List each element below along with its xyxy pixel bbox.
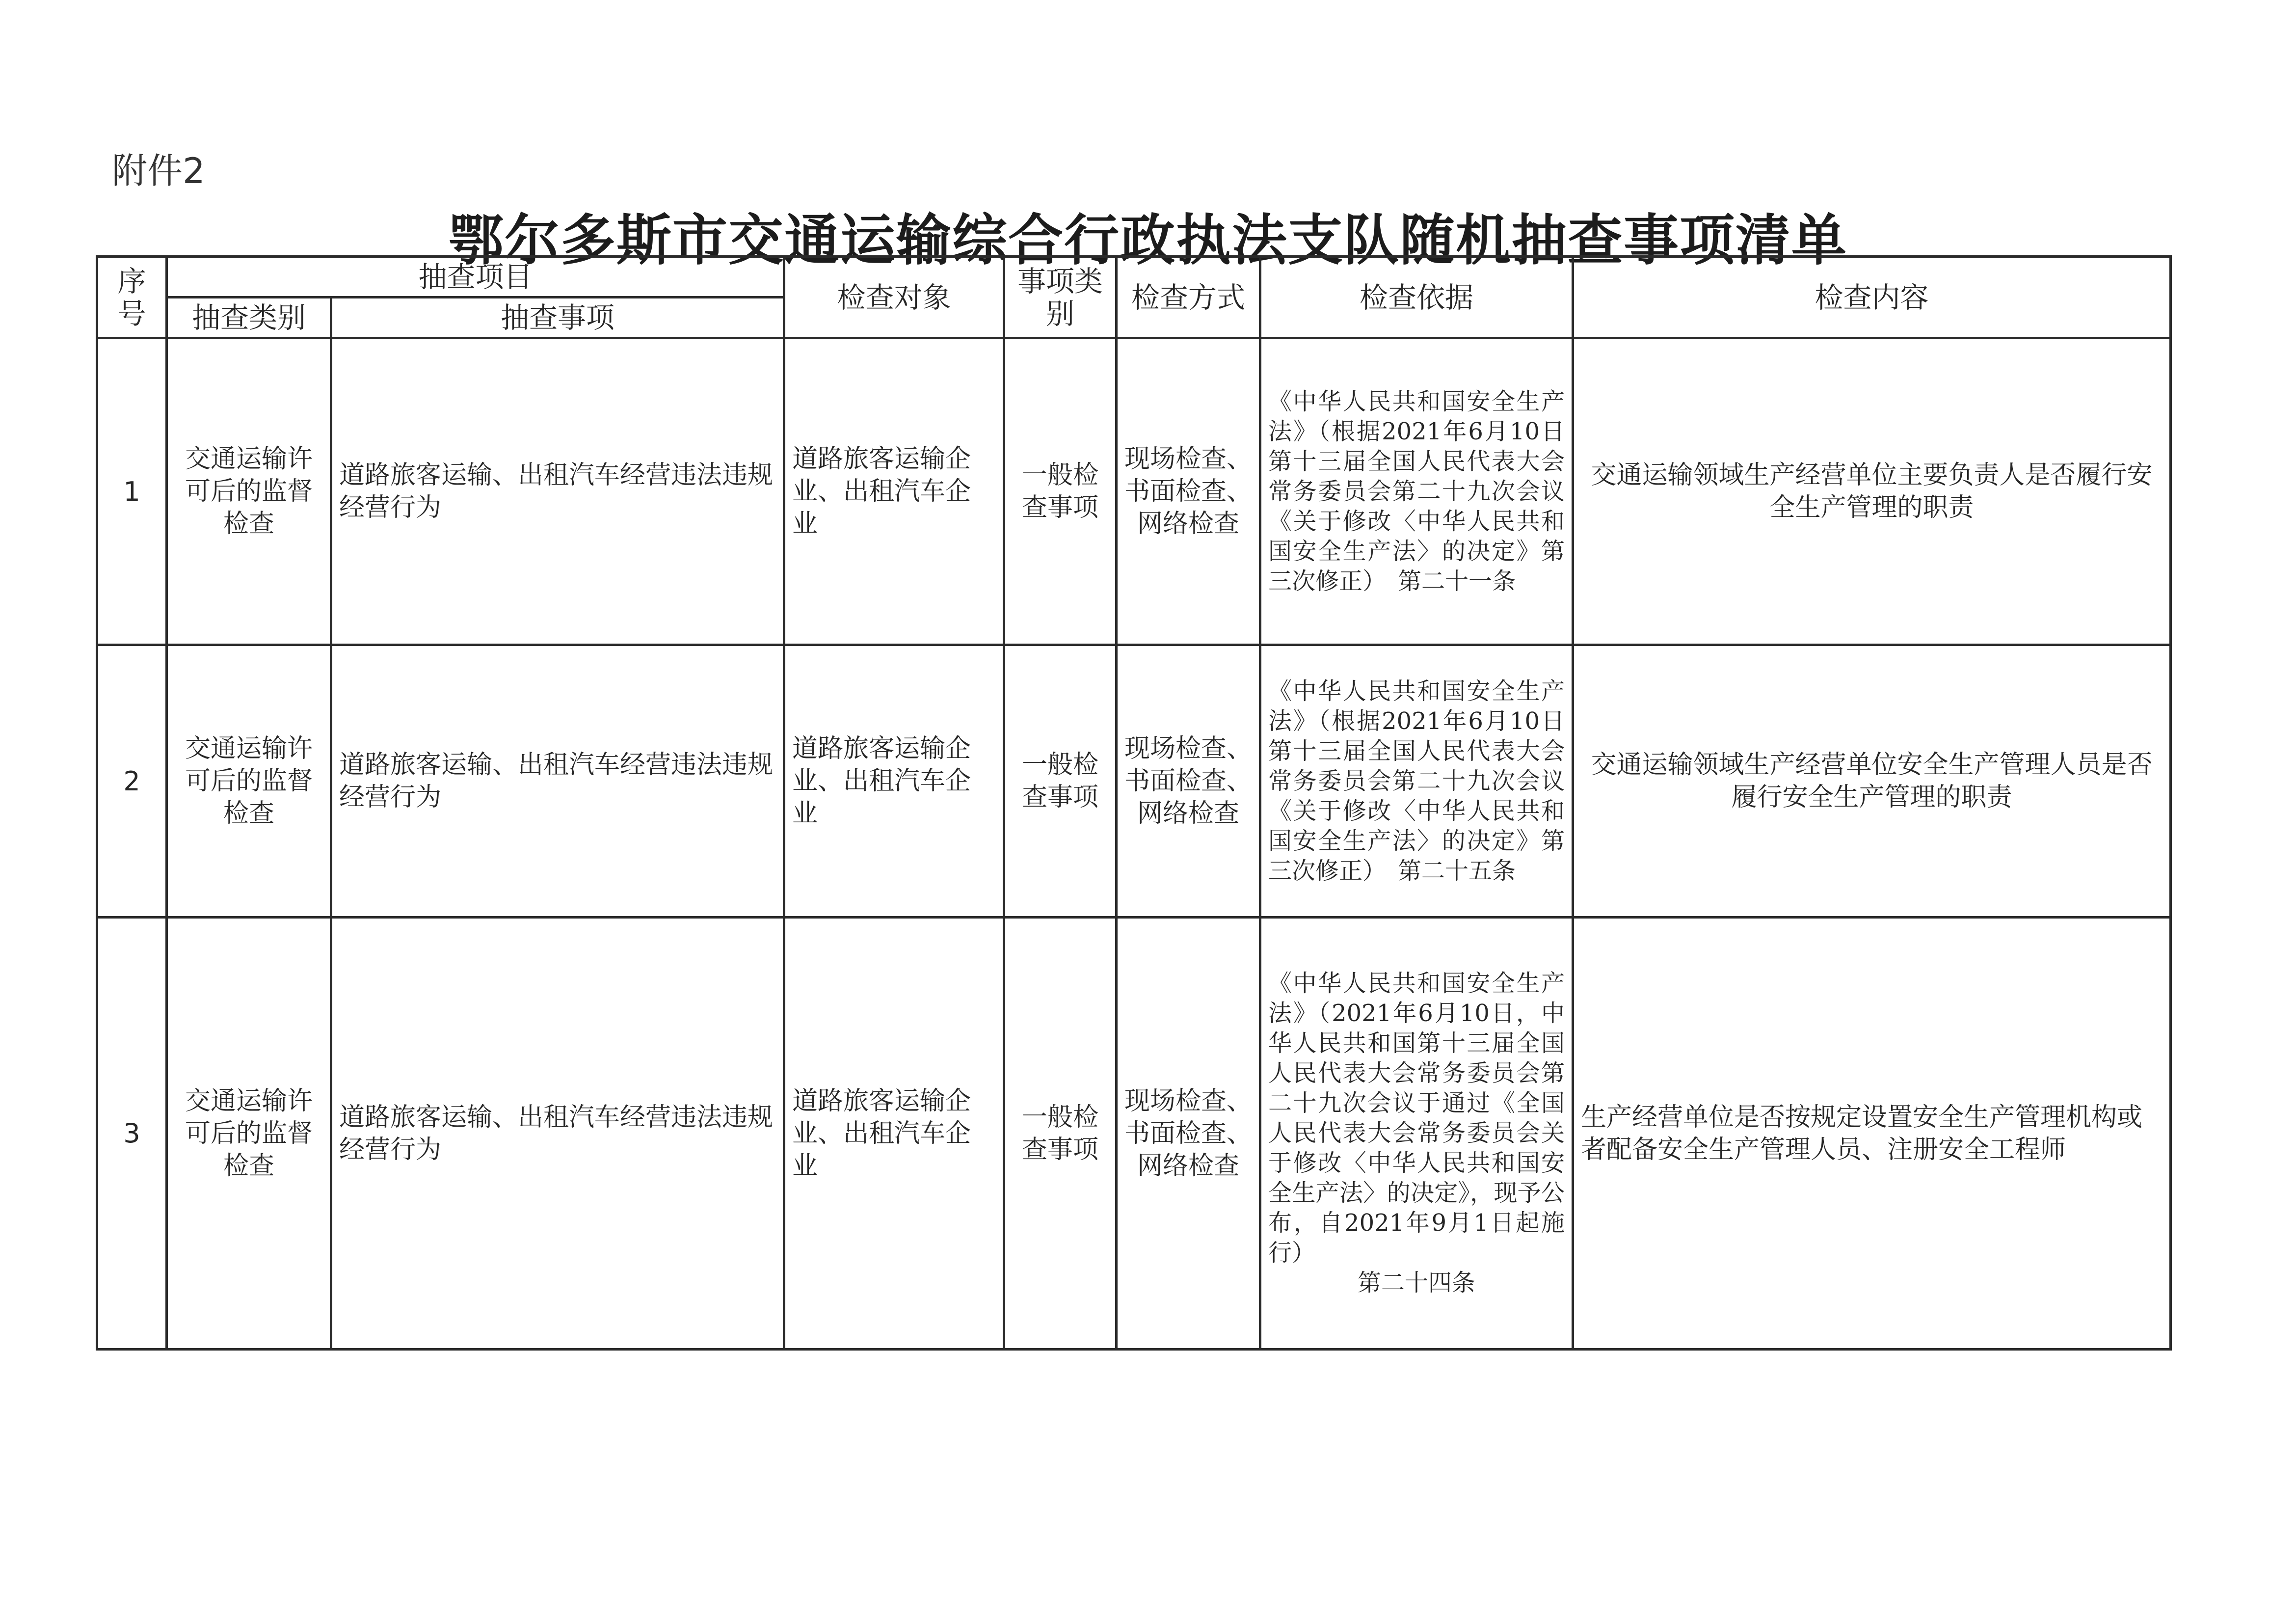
row-item-type: 一般检查事项: [1004, 918, 1117, 1350]
row-seq: 2: [97, 645, 167, 918]
row-seq: 3: [97, 918, 167, 1350]
row-item-type: 一般检查事项: [1004, 645, 1117, 918]
row-target: 道路旅客运输企业、出租汽车企业: [784, 338, 1004, 645]
header-row-top: [97, 257, 2171, 298]
header-method: 检查方式: [1117, 257, 1260, 338]
row-content: 交通运输领域生产经营单位主要负责人是否履行安全生产管理的职责: [1573, 338, 2171, 645]
row-basis-text: 《中华人民共和国安全生产法》（2021年6月10日，中华人民共和国第十三届全国人民代表大会常务委员会第二十九次会议于通过《全国人民代表大会常务委员会关于修改〈中华人民共和国安全生产法〉的决定》，现予公布，自2021年9月1日起施行）: [1268, 970, 1565, 1267]
row-item-type: 一般检查事项: [1004, 338, 1117, 645]
row-method: 现场检查、书面检查、网络检查: [1117, 645, 1260, 918]
inspection-items-table: [96, 255, 2172, 1351]
header-item-type: 事项类别: [1004, 257, 1117, 338]
document-title: 鄂尔多斯市交通运输综合行政执法支队随机抽查事项清单: [449, 208, 1847, 272]
row-method: 现场检查、书面检查、网络检查: [1117, 918, 1260, 1350]
header-seq: 序号: [97, 257, 167, 338]
row-target: 道路旅客运输企业、出租汽车企业: [784, 645, 1004, 918]
table-row: [97, 338, 2171, 645]
row-seq: 1: [97, 338, 167, 645]
table-row: [97, 918, 2171, 1350]
row-basis: 《中华人民共和国安全生产法》（根据2021年6月10日第十三届全国人民代表大会常务委员会第二十九次会议《关于修改〈中华人民共和国安全生产法〉的决定》第三次修正） 第二十五条: [1260, 645, 1573, 918]
row-basis: [1260, 918, 1573, 1350]
header-target: 检查对象: [784, 257, 1004, 338]
row-category: 交通运输许可后的监督检查: [167, 645, 331, 918]
row-item: 道路旅客运输、出租汽车经营违法违规经营行为: [331, 645, 784, 918]
header-content: 检查内容: [1573, 257, 2171, 338]
row-category: 交通运输许可后的监督检查: [167, 918, 331, 1350]
row-item: 道路旅客运输、出租汽车经营违法违规经营行为: [331, 918, 784, 1350]
row-target: 道路旅客运输企业、出租汽车企业: [784, 918, 1004, 1350]
row-basis-article: 第二十四条: [1358, 1269, 1476, 1297]
row-basis: 《中华人民共和国安全生产法》（根据2021年6月10日第十三届全国人民代表大会常务委员会第二十九次会议《关于修改〈中华人民共和国安全生产法〉的决定》第三次修正） 第二十一条: [1260, 338, 1573, 645]
header-category: 抽查类别: [167, 298, 331, 338]
header-basis: 检查依据: [1260, 257, 1573, 338]
row-item: 道路旅客运输、出租汽车经营违法违规经营行为: [331, 338, 784, 645]
header-item: 抽查事项: [331, 298, 784, 338]
attachment-label: 附件2: [112, 150, 205, 191]
row-content: 交通运输领域生产经营单位安全生产管理人员是否履行安全生产管理的职责: [1573, 645, 2171, 918]
row-method: 现场检查、书面检查、网络检查: [1117, 338, 1260, 645]
row-content: 生产经营单位是否按规定设置安全生产管理机构或者配备安全生产管理人员、注册安全工程师: [1573, 918, 2171, 1350]
header-project: 抽查项目: [167, 257, 784, 298]
table-row: [97, 645, 2171, 918]
row-category: 交通运输许可后的监督检查: [167, 338, 331, 645]
